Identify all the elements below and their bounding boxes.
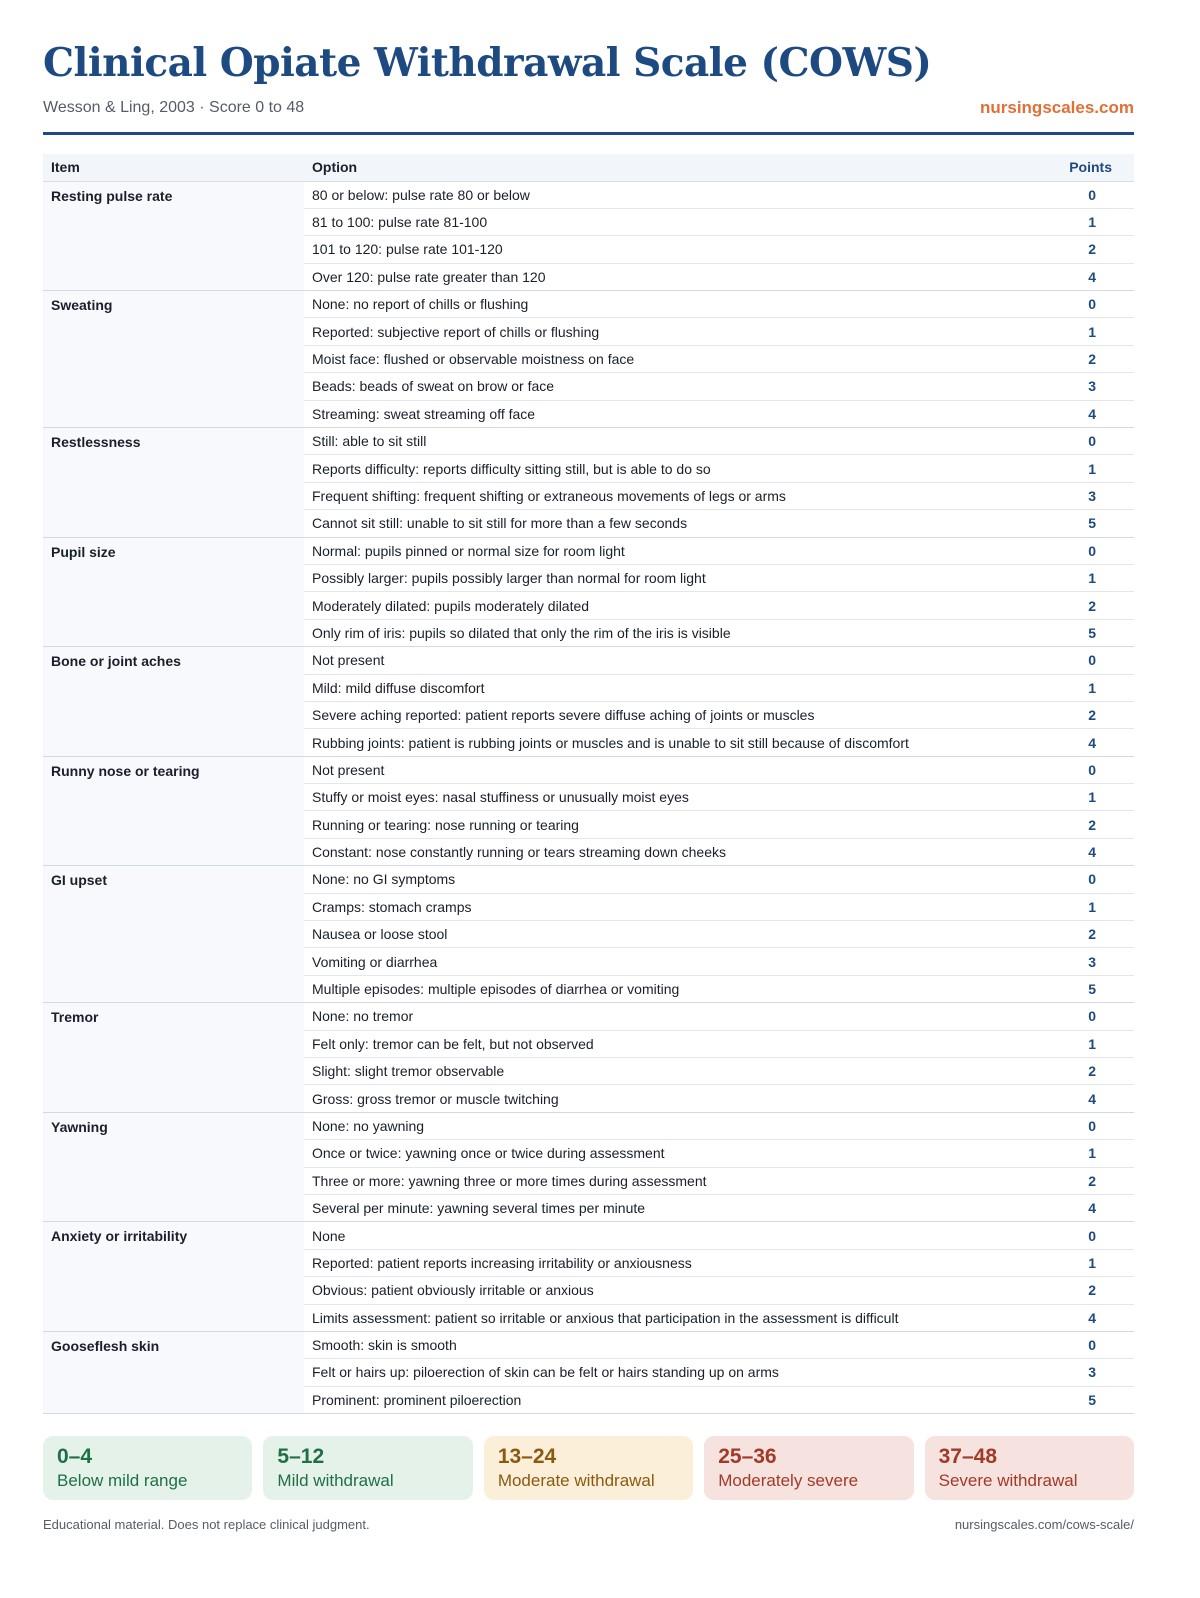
column-header-item: Item (43, 154, 304, 181)
score-band-range: 37–48 (938, 1445, 998, 1468)
item-name-cell: Anxiety or irritability (43, 1222, 304, 1332)
column-header-points: Points (1054, 154, 1134, 181)
brand-link[interactable]: nursingscales.com (979, 98, 1134, 117)
points-cell: 4 (1054, 400, 1134, 427)
option-cell: None: no yawning (304, 1112, 1054, 1139)
points-cell: 1 (1054, 784, 1134, 811)
points-cell: 0 (1054, 647, 1134, 674)
points-cell: 0 (1054, 1003, 1134, 1030)
item-name-cell: Runny nose or tearing (43, 756, 304, 866)
option-cell: 80 or below: pulse rate 80 or below (304, 181, 1054, 208)
table-row (43, 756, 1134, 783)
points-cell: 0 (1054, 181, 1134, 208)
score-band-range: 25–36 (718, 1445, 777, 1468)
option-cell: Still: able to sit still (304, 428, 1054, 455)
option-cell: Moist face: flushed or observable moistness on face (304, 345, 1054, 372)
points-cell: 1 (1054, 1030, 1134, 1057)
option-cell: Obvious: patient obviously irritable or anxious (304, 1277, 1054, 1304)
option-cell: Smooth: skin is smooth (304, 1331, 1054, 1358)
option-cell: Rubbing joints: patient is rubbing joints or muscles and is unable to sit still because of discomfort (304, 729, 1054, 756)
option-cell: Streaming: sweat streaming off face (304, 400, 1054, 427)
option-cell: Once or twice: yawning once or twice during assessment (304, 1140, 1054, 1167)
header-divider (43, 132, 1134, 135)
option-cell: Limits assessment: patient so irritable or anxious that participation in the assessment is difficult (304, 1304, 1054, 1331)
table-row (43, 866, 1134, 893)
score-band-moderately-severe (704, 1436, 913, 1500)
column-header-option: Option (304, 154, 1054, 181)
option-cell: Three or more: yawning three or more times during assessment (304, 1167, 1054, 1194)
option-cell: Possibly larger: pupils possibly larger than normal for room light (304, 564, 1054, 591)
points-cell: 0 (1054, 291, 1134, 318)
option-cell: Reports difficulty: reports difficulty sitting still, but is able to do so (304, 455, 1054, 482)
points-cell: 2 (1054, 1277, 1134, 1304)
option-cell: Constant: nose constantly running or tears streaming down cheeks (304, 838, 1054, 865)
table-row (43, 1112, 1134, 1139)
points-cell: 5 (1054, 975, 1134, 1002)
item-name-cell: Sweating (43, 291, 304, 428)
points-cell: 2 (1054, 701, 1134, 728)
item-name-cell: Yawning (43, 1112, 304, 1222)
option-cell: None: no tremor (304, 1003, 1054, 1030)
score-band-label: Moderately severe (718, 1471, 859, 1490)
table-row (43, 537, 1134, 564)
option-cell: Several per minute: yawning several times per minute (304, 1194, 1054, 1221)
points-cell: 1 (1054, 564, 1134, 591)
points-cell: 2 (1054, 1167, 1134, 1194)
points-cell: 0 (1054, 1222, 1134, 1249)
points-cell: 2 (1054, 236, 1134, 263)
points-cell: 4 (1054, 1304, 1134, 1331)
points-cell: 4 (1054, 1085, 1134, 1112)
option-cell: Gross: gross tremor or muscle twitching (304, 1085, 1054, 1112)
points-cell: 0 (1054, 1331, 1134, 1358)
table-row (43, 1331, 1134, 1358)
points-cell: 3 (1054, 1359, 1134, 1386)
option-cell: Reported: patient reports increasing irritability or anxiousness (304, 1249, 1054, 1276)
points-cell: 4 (1054, 838, 1134, 865)
option-cell: None: no GI symptoms (304, 866, 1054, 893)
points-cell: 2 (1054, 811, 1134, 838)
option-cell: Stuffy or moist eyes: nasal stuffiness or unusually moist eyes (304, 784, 1054, 811)
option-cell: Moderately dilated: pupils moderately dilated (304, 592, 1054, 619)
points-cell: 0 (1054, 866, 1134, 893)
points-cell: 1 (1054, 318, 1134, 345)
score-band-moderate (484, 1436, 693, 1500)
points-cell: 3 (1054, 482, 1134, 509)
cows-table (43, 154, 1134, 1414)
table-row (43, 647, 1134, 674)
points-cell: 2 (1054, 592, 1134, 619)
points-cell: 1 (1054, 455, 1134, 482)
score-band-label: Severe withdrawal (938, 1471, 1078, 1490)
option-cell: Nausea or loose stool (304, 921, 1054, 948)
option-cell: Felt only: tremor can be felt, but not observed (304, 1030, 1054, 1057)
score-band-severe (925, 1436, 1134, 1500)
points-cell: 4 (1054, 729, 1134, 756)
item-name-cell: Resting pulse rate (43, 181, 304, 291)
page-title: Clinical Opiate Withdrawal Scale (COWS) (43, 40, 932, 86)
item-name-cell: Bone or joint aches (43, 647, 304, 757)
option-cell: None (304, 1222, 1054, 1249)
option-cell: Over 120: pulse rate greater than 120 (304, 263, 1054, 290)
option-cell: Not present (304, 647, 1054, 674)
points-cell: 3 (1054, 948, 1134, 975)
option-cell: Not present (304, 756, 1054, 783)
footer-disclaimer: Educational material. Does not replace clinical judgment. (43, 1517, 370, 1532)
table-row (43, 1003, 1134, 1030)
table-row (43, 181, 1134, 208)
points-cell: 0 (1054, 537, 1134, 564)
score-band-range: 5–12 (277, 1445, 325, 1468)
option-cell: Reported: subjective report of chills or flushing (304, 318, 1054, 345)
points-cell: 5 (1054, 1386, 1134, 1413)
option-cell: Cannot sit still: unable to sit still for more than a few seconds (304, 510, 1054, 537)
option-cell: Severe aching reported: patient reports severe diffuse aching of joints or muscles (304, 701, 1054, 728)
item-name-cell: Restlessness (43, 428, 304, 538)
points-cell: 0 (1054, 428, 1134, 455)
points-cell: 1 (1054, 893, 1134, 920)
option-cell: Prominent: prominent piloerection (304, 1386, 1054, 1413)
table-row (43, 428, 1134, 455)
points-cell: 1 (1054, 208, 1134, 235)
item-name-cell: Tremor (43, 1003, 304, 1113)
points-cell: 0 (1054, 756, 1134, 783)
score-bands (43, 1436, 1134, 1500)
points-cell: 2 (1054, 921, 1134, 948)
item-name-cell: Gooseflesh skin (43, 1331, 304, 1413)
score-band-label: Below mild range (57, 1471, 188, 1490)
score-band-label: Moderate withdrawal (497, 1471, 655, 1490)
score-band-below-mild (43, 1436, 252, 1500)
score-band-range: 13–24 (497, 1445, 557, 1468)
table-header-row (43, 154, 1134, 181)
option-cell: Frequent shifting: frequent shifting or extraneous movements of legs or arms (304, 482, 1054, 509)
points-cell: 3 (1054, 373, 1134, 400)
option-cell: Beads: beads of sweat on brow or face (304, 373, 1054, 400)
option-cell: Felt or hairs up: piloerection of skin can be felt or hairs standing up on arms (304, 1359, 1054, 1386)
points-cell: 1 (1054, 1249, 1134, 1276)
points-cell: 2 (1054, 1058, 1134, 1085)
option-cell: Vomiting or diarrhea (304, 948, 1054, 975)
option-cell: None: no report of chills or flushing (304, 291, 1054, 318)
points-cell: 4 (1054, 263, 1134, 290)
option-cell: Slight: slight tremor observable (304, 1058, 1054, 1085)
points-cell: 0 (1054, 1112, 1134, 1139)
points-cell: 2 (1054, 345, 1134, 372)
option-cell: 101 to 120: pulse rate 101-120 (304, 236, 1054, 263)
option-cell: 81 to 100: pulse rate 81-100 (304, 208, 1054, 235)
footer-url-link[interactable]: nursingscales.com/cows-scale/ (954, 1517, 1134, 1532)
option-cell: Mild: mild diffuse discomfort (304, 674, 1054, 701)
item-name-cell: GI upset (43, 866, 304, 1003)
option-cell: Cramps: stomach cramps (304, 893, 1054, 920)
points-cell: 5 (1054, 510, 1134, 537)
option-cell: Normal: pupils pinned or normal size for room light (304, 537, 1054, 564)
page-subtitle: Wesson & Ling, 2003 · Score 0 to 48 (43, 99, 305, 116)
item-name-cell: Pupil size (43, 537, 304, 647)
points-cell: 1 (1054, 1140, 1134, 1167)
table-body (43, 181, 1134, 1414)
option-cell: Running or tearing: nose running or tearing (304, 811, 1054, 838)
option-cell: Multiple episodes: multiple episodes of diarrhea or vomiting (304, 975, 1054, 1002)
score-band-range: 0–4 (57, 1445, 93, 1468)
table-row (43, 1222, 1134, 1249)
score-band-label: Mild withdrawal (277, 1471, 394, 1490)
score-band-mild (263, 1436, 472, 1500)
points-cell: 5 (1054, 619, 1134, 646)
table-row (43, 291, 1134, 318)
points-cell: 4 (1054, 1194, 1134, 1221)
option-cell: Only rim of iris: pupils so dilated that only the rim of the iris is visible (304, 619, 1054, 646)
points-cell: 1 (1054, 674, 1134, 701)
